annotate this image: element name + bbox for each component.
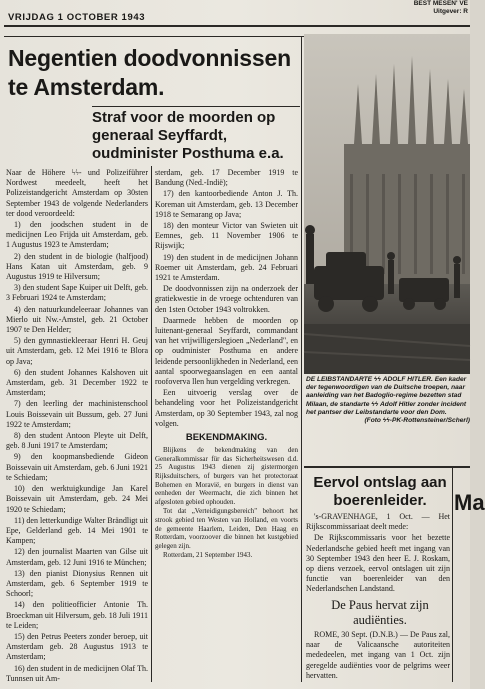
paragraph: 2) den student in de biologie (halfjood) Hans Katan uit Amsterdam, geb. 9 Augustus 1919 te Hilversum; <box>6 251 148 282</box>
paragraph: 5) den gymnastiekleeraar Henri H. Geuj uit Amsterdam, geb. 12 Mei 1916 te Blora op Java; <box>6 336 148 366</box>
paragraph: Tot dat „Verteidigungsbereich" behoort het strook gebied ten Westen van Holland, en voorts de gemeente Haarlem, Leiden, Den Haag en Rotterdam, voorzoover die binnen het kustgebied gelegen zijn. <box>155 507 298 550</box>
paragraph: 11) den letterkundige Walter Brändligt uit Epe, Gelderland geb. 14 Mei 1901 te Kampen; <box>6 515 148 546</box>
subhead-rule <box>92 106 300 107</box>
photo-caption <box>306 376 470 425</box>
headline-line: te Amsterdam. <box>8 74 165 100</box>
paragraph: 15) den Petrus Peeters zonder beroep, uit Amsterdam geb. 28 Augustus 1913 te Amsterdam; <box>6 631 148 662</box>
masthead-rule <box>4 25 470 27</box>
paragraph: 4) den natuurkundeleeraar Johannes van Mierlo uit Nw.-Amstel, geb. 21 October 1907 te Den Helder; <box>6 304 148 335</box>
paragraph: 16) den student in de medicijnen Olaf Th. Tunnsen uit Am- <box>6 663 148 683</box>
article3-headline: De Paus hervat zijn audiënties. <box>331 598 429 627</box>
paragraph: 17) den kantoorbediende Anton J. Th. Koreman uit Amsterdam, geb. 13 December 1918 te Semarang op Java; <box>155 189 298 219</box>
paragraph: De Rijkscommissaris voor het bezette Nederlandsche gebied heeft met ingang van 30 September 1943 den heer E. J. Roskam, op diens verzoek, eervol ontslagen uit zijn functie van boerenleider van den Nederlandschen Landstand. <box>306 533 450 594</box>
news-photo <box>304 34 470 374</box>
bekendmaking-title: BEKENDMAKING. <box>185 432 268 444</box>
article-column-2 <box>155 168 298 684</box>
paragraph: 3) den student Sape Kuiper uit Delft, geb. 3 Februari 1924 te Amsterdam; <box>6 283 148 303</box>
publisher-line: Uitgever: R <box>433 8 468 15</box>
paragraph: Een uitvoerig verslag over de behandeling voor het Polizeistandgericht Amsterdam, op 30 September 1943, zal nog volgen. <box>155 388 298 428</box>
paragraph: Blijkens de bekendmaking van den Generalkommissar für das Sicherheitswesen d.d. 25 Augustus 1943 dienen zij gistermorgen Rijksduitschers, of burgers van het protectoraat Bohemen en Moravië, en burgers in dienst van eenheden der Weermacht, die zich binnen het afgesloten gebied ophouden. <box>155 446 298 506</box>
paragraph: Rotterdam, 21 September 1943. <box>163 551 253 560</box>
paragraph: 13) den pianist Dionysius Rennen uit Amsterdam, geb. 6 September 1919 te Schoorl; <box>6 568 148 599</box>
dateline: VRIJDAG 1 OCTOBER 1943 <box>8 12 146 23</box>
paragraph: 6) den student Johannes Kalshoven uit Amsterdam, geb. 31 December 1922 te Amsterdam; <box>6 367 148 398</box>
paragraph: Naar de Höhere ϟϟ- und Polizeiführer Nordwest meedeelt, heeft het Polizeistandgericht Amsterdam op 30sten September 1943 de volgende Nederlanders ter dood veroordeeld: <box>6 168 148 218</box>
paragraph: ROME, 30 Sept. (D.N.B.) — De Paus zal, naar de Valicaansche autoriteiten mededeelen, met ingang van 1 Oct. zijn geregelde audiënties voor de pelgrims weer hervatten. <box>306 630 450 680</box>
paragraph: 1) den joodschen student in de medicijnen Leo Frijda uit Amsterdam, geb. 1 Augustus 1923 te Amsterdam; <box>6 220 148 250</box>
paragraph: De doodvonnissen zijn na onderzoek der gratiekwestie in de vroege ochtenduren van den 1sten October 1943 voltrokken. <box>155 284 298 314</box>
paragraph: sterdam, geb. 17 December 1919 te Bandung (Ned.-Indië); <box>155 168 298 188</box>
paragraph: 18) den monteur Victor van Swieten uit Eemnes, geb. 11 November 1906 te Rijswijk; <box>155 221 298 251</box>
paragraph: 12) den journalist Maarten van Gilse uit Amsterdam, geb. 12 Juni 1916 te München; <box>6 547 148 567</box>
caption-credit: (Foto ϟϟ-PK-Rottensteiner/Scherl) <box>364 417 470 425</box>
paragraph: 's-GRAVENHAGE, 1 Oct. — Het Rijkscommissariaat deelt mede: <box>306 512 450 532</box>
cut-off-headline: Ma <box>454 490 485 515</box>
subheadline: Straf voor de moorden op generaal Seyffardt, oudminister Posthuma e.a. <box>92 109 284 162</box>
paragraph: Daarmede hebben de moorden op luitenant-generaal Seyffardt, commandant van het vrijwilligerslegioen „Nederland", en op oudminister Posthuma en andere leidende persoonlijkheden in Nederland, een aantal spoorwegaanslagen en een aantal roofoverva llen hun vergelding verkregen. <box>155 315 298 387</box>
headline-line: Negentien doodvonnissen <box>8 45 291 71</box>
paragraph: 14) den politieofficier Antonie Th. Broeckman uit Hilversum, geb. 18 Juli 1911 te Leiden; <box>6 600 148 630</box>
article3-body <box>306 630 450 684</box>
column-divider <box>452 468 453 682</box>
paragraph: 7) den leerling der machinistenschool Louis Boissevain uit Bussum, geb. 27 Juni 1922 te Amsterdam; <box>6 399 148 429</box>
cathedral-photo-illustration <box>304 34 470 374</box>
article2-body <box>306 512 450 596</box>
paragraph: 9) den koopmansbediende Gideon Boissevain uit Amsterdam, geb. 6 Juni 1921 te Schiedam; <box>6 452 148 482</box>
publisher-line: BEST MESEN' VE <box>413 0 468 7</box>
paragraph: 8) den student Antoon Pleyte uit Delft, geb. 8 Juni 1917 te Amsterdam; <box>6 431 148 451</box>
paragraph: 10) den werktuigkundige Jan Karel Boissevain uit Amsterdam, geb. 24 Mei 1920 te Schiedam; <box>6 484 148 514</box>
article2-headline: Eervol ontslag aan boerenleider. <box>313 474 447 509</box>
paragraph: 19) den student in de medicijnen Johann Roemer uit Amsterdam, geb. 24 Februari 1921 te Amsterdam. <box>155 252 298 283</box>
article-column-1 <box>6 168 148 684</box>
publisher-info <box>414 0 468 16</box>
column-divider <box>301 36 302 682</box>
main-headline <box>8 44 300 102</box>
caption-text: DE LEIBSTANDARTE ϟϟ ADOLF HITLER. Een kader der tegenwoordigen van de Duitsche troepen, naar aanleiding van het Badoglio-regime bezetten stad Milaan, de standarte ϟϟ Adolf Hitler zonder incident het pantser der Leibstandarte voor den Dom. <box>306 376 467 416</box>
section-rule <box>304 466 470 468</box>
column-divider <box>151 166 152 682</box>
